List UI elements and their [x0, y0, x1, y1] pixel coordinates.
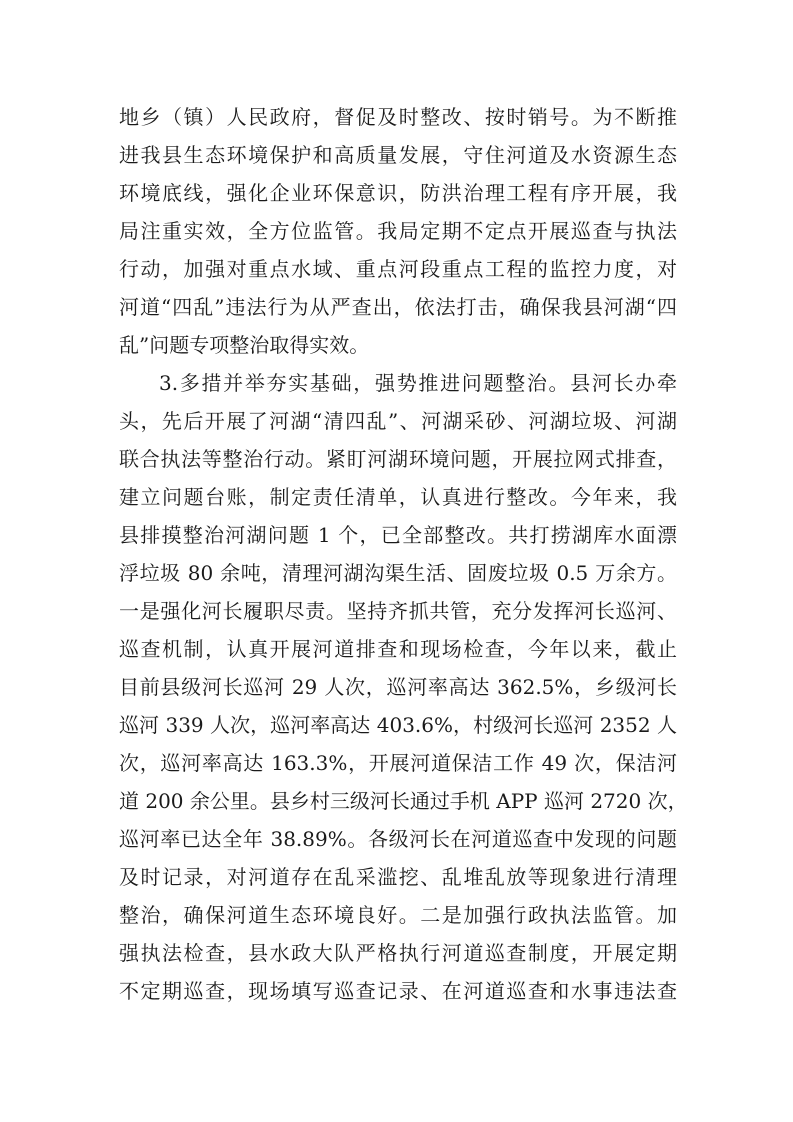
text-line: 头，先后开展了河湖“清四乱”、河湖采砂、河湖垃圾、河湖: [119, 409, 677, 433]
paragraph-2: [119, 364, 688, 1048]
text-line: 强执法检查，县水政大队严格执行河道巡查制度，开展定期: [119, 941, 677, 965]
text-line: 巡河 339 人次，巡河率高达 403.6%，村级河长巡河 2352 人: [119, 713, 677, 737]
text-line: 整治，确保河道生态环境良好。二是加强行政执法监管。加: [119, 903, 677, 927]
text-line: 次，巡河率高达 163.3%，开展河道保洁工作 49 次，保洁河: [119, 751, 677, 775]
text-line: 环境底线，强化企业环保意识，防洪治理工程有序开展，我: [119, 181, 677, 205]
text-line: 县排摸整治河湖问题 1 个，已全部整改。共打捞湖库水面漂: [119, 523, 677, 547]
text-line: 地乡（镇）人民政府，督促及时整改、按时销号。为不断推: [119, 105, 677, 129]
text-line: 建立问题台账，制定责任清单，认真进行整改。今年来，我: [119, 485, 677, 509]
text-line: 一是强化河长履职尽责。坚持齐抓共管，充分发挥河长巡河、: [119, 599, 677, 623]
text-line: 局注重实效，全方位监管。我局定期不定点开展巡查与执法: [119, 219, 677, 243]
body-text: [119, 98, 688, 1048]
text-line: 及时记录，对河道存在乱采滥挖、乱堆乱放等现象进行清理: [119, 865, 677, 889]
text-line: 联合执法等整治行动。紧盯河湖环境问题，开展拉网式排查，: [119, 447, 677, 471]
text-line: 浮垃圾 80 余吨，清理河湖沟渠生活、固废垃圾 0.5 万余方。: [119, 561, 677, 585]
text-line: 行动，加强对重点水域、重点河段重点工程的监控力度，对: [119, 257, 677, 281]
text-line: 巡查机制，认真开展河道排查和现场检查，今年以来，截止: [119, 637, 677, 661]
text-line: [119, 1010, 677, 1048]
text-line: 目前县级河长巡河 29 人次，巡河率高达 362.5%，乡级河长: [119, 675, 677, 699]
text-line: 道 200 余公里。县乡村三级河长通过手机 APP 巡河 2720 次，: [119, 789, 688, 813]
text-line: 乱”问题专项整治取得实效。: [119, 333, 370, 357]
text-line: 3.多措并举夯实基础，强势推进问题整治。县河长办牵: [159, 371, 677, 395]
paragraph-1: [119, 98, 677, 364]
text-line: 河道“四乱”违法行为从严查出，依法打击，确保我县河湖“四: [119, 295, 677, 319]
text-line: 进我县生态环境保护和高质量发展，守住河道及水资源生态: [119, 143, 677, 167]
text-line: 巡河率已达全年 38.89%。各级河长在河道巡查中发现的问题: [119, 827, 677, 851]
text-line: 不定期巡查，现场填写巡查记录、在河道巡查和水事违法查: [119, 979, 677, 1003]
